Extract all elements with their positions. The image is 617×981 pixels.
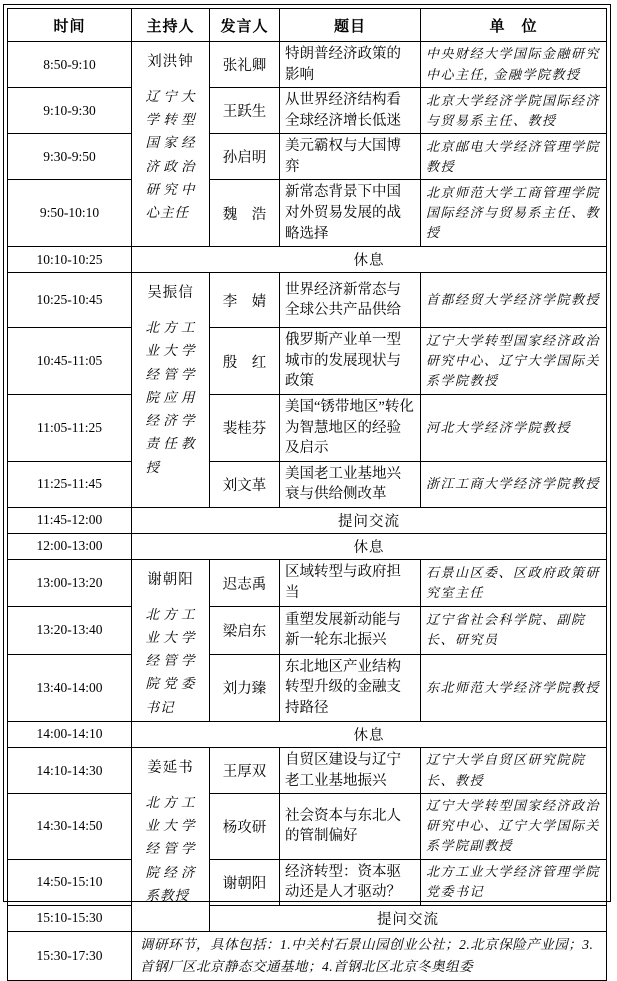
title-cell: 特朗普经济政策的影响 — [280, 42, 421, 88]
time-cell: 8:50-9:10 — [8, 42, 132, 88]
host-cell — [132, 747, 210, 931]
session-row — [8, 747, 607, 793]
speaker-cell: 孙启明 — [210, 134, 280, 180]
title-cell: 美元霸权与大国博弈 — [280, 134, 421, 180]
conference-schedule-table — [7, 8, 607, 981]
header-row — [8, 9, 607, 42]
session-row — [8, 794, 607, 859]
time-cell: 10:45-11:05 — [8, 328, 132, 395]
host-affiliation: 辽宁大学转型国家经济政治研究中心主任 — [145, 89, 196, 221]
host-affiliation: 北方工业大学经管学院党委书记 — [145, 606, 196, 715]
survey-description: 调研环节，具体包括：1.中关村石景山园创业公社；2.北京保险产业园；3.首钢厂区北京静态交通基地；4.首钢北区北京冬奥组委 — [132, 931, 607, 981]
host-name: 刘洪钟 — [147, 54, 194, 70]
break-label: 休息 — [132, 533, 607, 559]
speaker-cell: 李 婧 — [210, 273, 280, 328]
title-cell: 从世界经济结构看全球经济增长低迷 — [280, 88, 421, 134]
unit-cell: 东北师范大学经济学院教授 — [421, 654, 607, 721]
title-cell: 美国“锈带地区”转化为智慧地区的经验及启示 — [280, 394, 421, 461]
time-cell: 10:25-10:45 — [8, 273, 132, 328]
title-cell: 美国老工业基地兴衰与供给侧改革 — [280, 461, 421, 507]
session-row — [8, 607, 607, 654]
session-row — [8, 654, 607, 721]
host-name: 吴振信 — [147, 285, 194, 302]
session-row — [8, 134, 607, 180]
title-cell: 新常态背景下中国对外贸易发展的战略选择 — [280, 180, 421, 247]
session-row — [8, 88, 607, 134]
unit-cell: 辽宁大学转型国家经济政治研究中心、辽宁大学国际关系学院副教授 — [421, 794, 607, 859]
time-cell: 13:20-13:40 — [8, 607, 132, 654]
unit-cell: 浙江工商大学经济学院教授 — [421, 461, 607, 507]
header-title: 题目 — [280, 9, 421, 42]
host-cell — [132, 559, 210, 721]
time-cell: 14:50-15:10 — [8, 859, 132, 905]
speaker-cell: 殷 红 — [210, 328, 280, 395]
title-cell: 自贸区建设与辽宁老工业基地振兴 — [280, 747, 421, 793]
host-affiliation: 北方工业大学经管学院经济系教授 — [145, 794, 196, 903]
break-row — [8, 507, 607, 533]
header-unit: 单 位 — [421, 9, 607, 42]
session-row — [8, 42, 607, 88]
speaker-cell: 杨攻研 — [210, 794, 280, 859]
title-cell: 东北地区产业结构转型升级的金融支持路径 — [280, 654, 421, 721]
break-row — [8, 247, 607, 273]
title-cell: 区域转型与政府担当 — [280, 559, 421, 606]
time-cell: 9:50-10:10 — [8, 180, 132, 247]
speaker-cell: 谢朝阳 — [210, 859, 280, 905]
speaker-cell: 魏 浩 — [210, 180, 280, 247]
time-cell: 14:00-14:10 — [8, 721, 132, 747]
session-row — [8, 859, 607, 905]
unit-cell: 石景山区委、区政府政策研究室主任 — [421, 559, 607, 606]
unit-cell: 中央财经大学国际金融研究中心主任, 金融学院教授 — [421, 42, 607, 88]
time-cell: 11:45-12:00 — [8, 507, 132, 533]
time-cell: 13:00-13:20 — [8, 559, 132, 606]
title-cell: 社会资本与东北人的管制偏好 — [280, 794, 421, 859]
time-cell: 14:30-14:50 — [8, 794, 132, 859]
host-cell — [132, 273, 210, 508]
unit-cell: 辽宁省社会科学院、副院长、研究员 — [421, 607, 607, 654]
title-cell: 俄罗斯产业单一型城市的发展现状与政策 — [280, 328, 421, 395]
session-row — [8, 559, 607, 606]
time-cell: 15:30-17:30 — [8, 931, 132, 981]
table-outer-border — [3, 4, 611, 974]
time-cell: 14:10-14:30 — [8, 747, 132, 793]
speaker-cell: 梁启东 — [210, 607, 280, 654]
time-cell: 15:10-15:30 — [8, 905, 132, 931]
session-row — [8, 461, 607, 507]
title-cell: 经济转型：资本驱动还是人才驱动？ — [280, 859, 421, 905]
header-host: 主持人 — [132, 9, 210, 42]
time-cell: 9:30-9:50 — [8, 134, 132, 180]
host-name: 姜延书 — [147, 759, 194, 776]
session-row — [8, 273, 607, 328]
unit-cell: 北京大学经济学院国际经济与贸易系主任、教授 — [421, 88, 607, 134]
speaker-cell: 张礼卿 — [210, 42, 280, 88]
unit-cell: 北京邮电大学经济管理学院教授 — [421, 134, 607, 180]
break-label: 提问交流 — [210, 905, 607, 931]
break-label: 休息 — [132, 247, 607, 273]
header-speaker: 发言人 — [210, 9, 280, 42]
speaker-cell: 刘文革 — [210, 461, 280, 507]
break-row — [8, 905, 607, 931]
time-cell: 9:10-9:30 — [8, 88, 132, 134]
title-cell: 重塑发展新动能与新一轮东北振兴 — [280, 607, 421, 654]
speaker-cell: 王厚双 — [210, 747, 280, 793]
host-name: 谢朝阳 — [147, 571, 194, 588]
session-row — [8, 394, 607, 461]
time-cell: 12:00-13:00 — [8, 533, 132, 559]
session-row — [8, 328, 607, 395]
time-cell: 11:05-11:25 — [8, 394, 132, 461]
unit-cell: 首都经贸大学经济学院教授 — [421, 273, 607, 328]
host-cell — [132, 42, 210, 247]
title-cell: 世界经济新常态与全球公共产品供给 — [280, 273, 421, 328]
time-cell: 11:25-11:45 — [8, 461, 132, 507]
unit-cell: 辽宁大学转型国家经济政治研究中心、辽宁大学国际关系学院教授 — [421, 328, 607, 395]
unit-cell: 北京师范大学工商管理学院国际经济与贸易系主任、教授 — [421, 180, 607, 247]
unit-cell: 北方工业大学经济管理学院党委书记 — [421, 859, 607, 905]
speaker-cell: 刘力臻 — [210, 654, 280, 721]
time-cell: 13:40-14:00 — [8, 654, 132, 721]
speaker-cell: 迟志禹 — [210, 559, 280, 606]
speaker-cell: 王跃生 — [210, 88, 280, 134]
session-row — [8, 180, 607, 247]
survey-row — [8, 931, 607, 981]
unit-cell: 河北大学经济学院教授 — [421, 394, 607, 461]
time-cell: 10:10-10:25 — [8, 247, 132, 273]
break-label: 休息 — [132, 721, 607, 747]
break-row — [8, 533, 607, 559]
host-affiliation: 北方工业大学经管学院应用经济学责任教授 — [145, 320, 196, 475]
speaker-cell: 裴桂芬 — [210, 394, 280, 461]
header-time: 时间 — [8, 9, 132, 42]
break-row — [8, 721, 607, 747]
unit-cell: 辽宁大学自贸区研究院院长、教授 — [421, 747, 607, 793]
break-label: 提问交流 — [132, 507, 607, 533]
